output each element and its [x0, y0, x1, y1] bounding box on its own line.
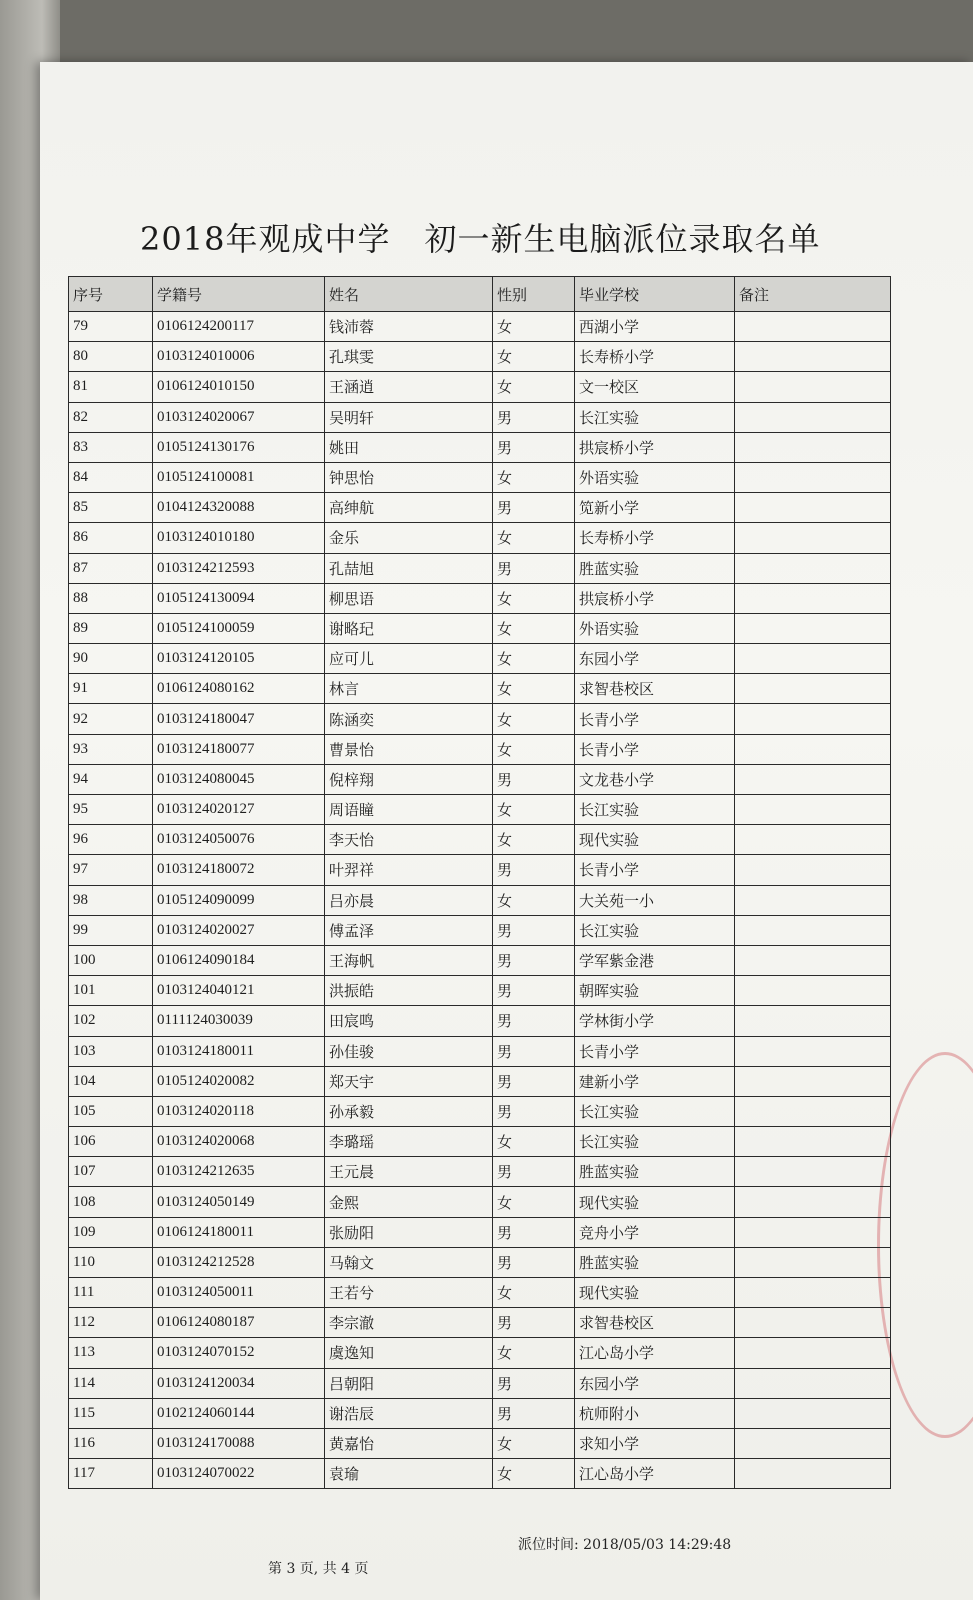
cell-gender: 女 — [493, 462, 575, 492]
cell-gender: 女 — [493, 825, 575, 855]
table-row — [69, 1308, 891, 1338]
cell-school: 竞舟小学 — [575, 1217, 735, 1247]
table-row — [69, 1217, 891, 1247]
cell-school: 求知小学 — [575, 1428, 735, 1458]
cell-gender: 女 — [493, 1278, 575, 1308]
table-body — [69, 312, 891, 1489]
cell-gender: 女 — [493, 885, 575, 915]
cell-gender: 女 — [493, 1459, 575, 1489]
cell-remarks — [735, 1157, 891, 1187]
page-number: 第 3 页, 共 4 页 — [268, 1561, 369, 1577]
table-row — [69, 1459, 891, 1489]
cell-gender: 女 — [493, 1428, 575, 1458]
table-row — [69, 644, 891, 674]
cell-index: 106 — [69, 1127, 153, 1157]
cell-school: 长青小学 — [575, 1036, 735, 1066]
cell-gender: 男 — [493, 1006, 575, 1036]
cell-name: 黄嘉怡 — [325, 1428, 493, 1458]
cell-student-id: 0103124180047 — [153, 704, 325, 734]
table-row — [69, 1368, 891, 1398]
cell-index: 110 — [69, 1247, 153, 1277]
cell-name: 谢略玘 — [325, 613, 493, 643]
header-school: 毕业学校 — [575, 277, 735, 312]
cell-name: 周语瞳 — [325, 795, 493, 825]
cell-remarks — [735, 553, 891, 583]
cell-school: 西湖小学 — [575, 312, 735, 342]
cell-index: 88 — [69, 583, 153, 613]
cell-index: 108 — [69, 1187, 153, 1217]
cell-remarks — [735, 915, 891, 945]
cell-student-id: 0103124212593 — [153, 553, 325, 583]
cell-student-id: 0103124080045 — [153, 764, 325, 794]
table-row — [69, 1187, 891, 1217]
cell-student-id: 0111124030039 — [153, 1006, 325, 1036]
cell-name: 曹景怡 — [325, 734, 493, 764]
table-row — [69, 493, 891, 523]
cell-remarks — [735, 644, 891, 674]
cell-remarks — [735, 1036, 891, 1066]
cell-name: 王海帆 — [325, 945, 493, 975]
cell-school: 长江实验 — [575, 795, 735, 825]
cell-student-id: 0102124060144 — [153, 1398, 325, 1428]
cell-student-id: 0103124020127 — [153, 795, 325, 825]
table-row — [69, 1006, 891, 1036]
cell-name: 高绅航 — [325, 493, 493, 523]
cell-gender: 男 — [493, 1217, 575, 1247]
cell-index: 101 — [69, 976, 153, 1006]
cell-student-id: 0103124010180 — [153, 523, 325, 553]
cell-school: 拱宸桥小学 — [575, 583, 735, 613]
table-row — [69, 372, 891, 402]
cell-gender: 女 — [493, 1127, 575, 1157]
table-row — [69, 312, 891, 342]
cell-name: 姚田 — [325, 432, 493, 462]
table-row — [69, 1036, 891, 1066]
cell-index: 79 — [69, 312, 153, 342]
cell-index: 114 — [69, 1368, 153, 1398]
cell-gender: 男 — [493, 945, 575, 975]
cell-student-id: 0103124070152 — [153, 1338, 325, 1368]
cell-gender: 女 — [493, 734, 575, 764]
table-header-row — [69, 277, 891, 312]
cell-student-id: 0103124020068 — [153, 1127, 325, 1157]
cell-school: 江心岛小学 — [575, 1338, 735, 1368]
cell-remarks — [735, 945, 891, 975]
cell-school: 求智巷校区 — [575, 674, 735, 704]
table-row — [69, 1157, 891, 1187]
cell-name: 陈涵奕 — [325, 704, 493, 734]
cell-index: 98 — [69, 885, 153, 915]
cell-name: 虞逸知 — [325, 1338, 493, 1368]
cell-name: 孔琪雯 — [325, 342, 493, 372]
cell-gender: 女 — [493, 1187, 575, 1217]
cell-remarks — [735, 342, 891, 372]
cell-school: 外语实验 — [575, 462, 735, 492]
cell-student-id: 0106124090184 — [153, 945, 325, 975]
cell-name: 应可儿 — [325, 644, 493, 674]
cell-index: 94 — [69, 764, 153, 794]
cell-remarks — [735, 764, 891, 794]
cell-index: 80 — [69, 342, 153, 372]
cell-school: 长寿桥小学 — [575, 342, 735, 372]
cell-gender: 男 — [493, 402, 575, 432]
cell-school: 长青小学 — [575, 704, 735, 734]
table-row — [69, 583, 891, 613]
table-row — [69, 553, 891, 583]
cell-gender: 女 — [493, 644, 575, 674]
cell-remarks — [735, 734, 891, 764]
cell-index: 103 — [69, 1036, 153, 1066]
cell-gender: 女 — [493, 704, 575, 734]
cell-school: 胜蓝实验 — [575, 1247, 735, 1277]
cell-gender: 女 — [493, 342, 575, 372]
document-title — [140, 214, 900, 260]
cell-student-id: 0103124020027 — [153, 915, 325, 945]
cell-index: 104 — [69, 1066, 153, 1096]
cell-name: 李天怡 — [325, 825, 493, 855]
cell-index: 111 — [69, 1278, 153, 1308]
cell-index: 84 — [69, 462, 153, 492]
cell-school: 文一校区 — [575, 372, 735, 402]
table-row — [69, 1398, 891, 1428]
cell-name: 孙佳骏 — [325, 1036, 493, 1066]
table-row — [69, 1066, 891, 1096]
cell-remarks — [735, 402, 891, 432]
cell-student-id: 0106124080187 — [153, 1308, 325, 1338]
cell-school: 现代实验 — [575, 1187, 735, 1217]
cell-school: 长江实验 — [575, 402, 735, 432]
cell-school: 长江实验 — [575, 915, 735, 945]
cell-student-id: 0103124040121 — [153, 976, 325, 1006]
cell-name: 孔喆旭 — [325, 553, 493, 583]
cell-remarks — [735, 1127, 891, 1157]
cell-gender: 男 — [493, 976, 575, 1006]
cell-index: 113 — [69, 1338, 153, 1368]
cell-student-id: 0103124212528 — [153, 1247, 325, 1277]
cell-index: 86 — [69, 523, 153, 553]
cell-remarks — [735, 1338, 891, 1368]
cell-index: 81 — [69, 372, 153, 402]
cell-gender: 女 — [493, 372, 575, 402]
header-student-id: 学籍号 — [153, 277, 325, 312]
title-school: 2018年观成中学 — [140, 220, 391, 258]
cell-index: 105 — [69, 1096, 153, 1126]
cell-name: 柳思语 — [325, 583, 493, 613]
table-row — [69, 764, 891, 794]
table-row — [69, 795, 891, 825]
cell-name: 李璐瑶 — [325, 1127, 493, 1157]
cell-school: 长青小学 — [575, 855, 735, 885]
cell-index: 93 — [69, 734, 153, 764]
cell-index: 96 — [69, 825, 153, 855]
table-row — [69, 674, 891, 704]
table-row — [69, 402, 891, 432]
cell-index: 99 — [69, 915, 153, 945]
cell-remarks — [735, 855, 891, 885]
cell-student-id: 0106124180011 — [153, 1217, 325, 1247]
cell-school: 学军紫金港 — [575, 945, 735, 975]
cell-name: 叶羿祥 — [325, 855, 493, 885]
header-index: 序号 — [69, 277, 153, 312]
cell-gender: 女 — [493, 613, 575, 643]
table-row — [69, 1096, 891, 1126]
cell-student-id: 0103124020118 — [153, 1096, 325, 1126]
table-row — [69, 342, 891, 372]
cell-index: 112 — [69, 1308, 153, 1338]
cell-school: 江心岛小学 — [575, 1459, 735, 1489]
cell-school: 文龙巷小学 — [575, 764, 735, 794]
cell-remarks — [735, 825, 891, 855]
cell-student-id: 0106124080162 — [153, 674, 325, 704]
table-row — [69, 945, 891, 975]
cell-remarks — [735, 372, 891, 402]
cell-remarks — [735, 1398, 891, 1428]
cell-name: 倪梓翔 — [325, 764, 493, 794]
table-row — [69, 523, 891, 553]
cell-name: 吕朝阳 — [325, 1368, 493, 1398]
assignment-time: 派位时间: 2018/05/03 14:29:48 — [518, 1537, 732, 1553]
cell-student-id: 0103124010006 — [153, 342, 325, 372]
cell-remarks — [735, 885, 891, 915]
cell-school: 长江实验 — [575, 1127, 735, 1157]
cell-school: 胜蓝实验 — [575, 1157, 735, 1187]
cell-remarks — [735, 1006, 891, 1036]
cell-student-id: 0103124180077 — [153, 734, 325, 764]
cell-remarks — [735, 704, 891, 734]
cell-index: 97 — [69, 855, 153, 885]
cell-index: 83 — [69, 432, 153, 462]
table-row — [69, 825, 891, 855]
cell-name: 吕亦晨 — [325, 885, 493, 915]
table-row — [69, 915, 891, 945]
table-row — [69, 855, 891, 885]
cell-gender: 男 — [493, 1368, 575, 1398]
cell-name: 袁瑜 — [325, 1459, 493, 1489]
cell-school: 外语实验 — [575, 613, 735, 643]
cell-name: 马翰文 — [325, 1247, 493, 1277]
table-row — [69, 432, 891, 462]
cell-gender: 男 — [493, 1066, 575, 1096]
cell-remarks — [735, 1278, 891, 1308]
cell-name: 郑天宇 — [325, 1066, 493, 1096]
cell-gender: 男 — [493, 553, 575, 583]
table-row — [69, 1127, 891, 1157]
cell-school: 朝晖实验 — [575, 976, 735, 1006]
cell-student-id: 0103124180072 — [153, 855, 325, 885]
cell-school: 笕新小学 — [575, 493, 735, 523]
cell-school: 现代实验 — [575, 1278, 735, 1308]
cell-school: 杭师附小 — [575, 1398, 735, 1428]
document-page — [40, 62, 973, 1600]
cell-student-id: 0104124320088 — [153, 493, 325, 523]
admission-table — [68, 276, 891, 1489]
cell-index: 82 — [69, 402, 153, 432]
cell-remarks — [735, 795, 891, 825]
cell-gender: 女 — [493, 312, 575, 342]
cell-index: 87 — [69, 553, 153, 583]
cell-name: 张励阳 — [325, 1217, 493, 1247]
cell-remarks — [735, 976, 891, 1006]
cell-school: 长江实验 — [575, 1096, 735, 1126]
cell-student-id: 0103124050076 — [153, 825, 325, 855]
cell-name: 金乐 — [325, 523, 493, 553]
cell-gender: 男 — [493, 432, 575, 462]
cell-gender: 男 — [493, 1036, 575, 1066]
cell-gender: 男 — [493, 1096, 575, 1126]
cell-name: 王元晨 — [325, 1157, 493, 1187]
table-row — [69, 462, 891, 492]
cell-school: 长青小学 — [575, 734, 735, 764]
cell-student-id: 0103124020067 — [153, 402, 325, 432]
table-row — [69, 976, 891, 1006]
cell-student-id: 0103124120034 — [153, 1368, 325, 1398]
cell-index: 102 — [69, 1006, 153, 1036]
cell-gender: 男 — [493, 764, 575, 794]
cell-school: 东园小学 — [575, 644, 735, 674]
cell-school: 建新小学 — [575, 1066, 735, 1096]
title-list-name: 初一新生电脑派位录取名单 — [424, 220, 821, 258]
cell-name: 钟思怡 — [325, 462, 493, 492]
cell-gender: 女 — [493, 583, 575, 613]
cell-name: 钱沛蓉 — [325, 312, 493, 342]
cell-gender: 男 — [493, 493, 575, 523]
cell-remarks — [735, 1368, 891, 1398]
cell-student-id: 0105124090099 — [153, 885, 325, 915]
cell-name: 孙承毅 — [325, 1096, 493, 1126]
table-row — [69, 1278, 891, 1308]
cell-student-id: 0103124120105 — [153, 644, 325, 674]
cell-index: 109 — [69, 1217, 153, 1247]
cell-school: 大关苑一小 — [575, 885, 735, 915]
cell-gender: 女 — [493, 1338, 575, 1368]
cell-student-id: 0105124020082 — [153, 1066, 325, 1096]
table-row — [69, 1428, 891, 1458]
cell-remarks — [735, 1308, 891, 1338]
cell-gender: 女 — [493, 795, 575, 825]
cell-student-id: 0105124130094 — [153, 583, 325, 613]
cell-name: 谢浩辰 — [325, 1398, 493, 1428]
cell-index: 100 — [69, 945, 153, 975]
table-row — [69, 1338, 891, 1368]
cell-gender: 男 — [493, 1398, 575, 1428]
header-remarks: 备注 — [735, 277, 891, 312]
cell-gender: 男 — [493, 915, 575, 945]
cell-student-id: 0103124170088 — [153, 1428, 325, 1458]
cell-school: 现代实验 — [575, 825, 735, 855]
cell-school: 长寿桥小学 — [575, 523, 735, 553]
cell-gender: 男 — [493, 1157, 575, 1187]
cell-school: 求智巷校区 — [575, 1308, 735, 1338]
cell-name: 洪振皓 — [325, 976, 493, 1006]
cell-index: 85 — [69, 493, 153, 523]
cell-student-id: 0105124100059 — [153, 613, 325, 643]
cell-name: 吴明轩 — [325, 402, 493, 432]
cell-index: 91 — [69, 674, 153, 704]
cell-remarks — [735, 523, 891, 553]
cell-school: 胜蓝实验 — [575, 553, 735, 583]
cell-school: 学林街小学 — [575, 1006, 735, 1036]
cell-index: 107 — [69, 1157, 153, 1187]
cell-index: 95 — [69, 795, 153, 825]
cell-name: 王若兮 — [325, 1278, 493, 1308]
cell-remarks — [735, 583, 891, 613]
cell-gender: 男 — [493, 855, 575, 885]
cell-name: 傅孟泽 — [325, 915, 493, 945]
cell-remarks — [735, 613, 891, 643]
red-seal-stamp — [877, 1052, 973, 1438]
cell-remarks — [735, 432, 891, 462]
cell-gender: 男 — [493, 1247, 575, 1277]
table-row — [69, 1247, 891, 1277]
table-row — [69, 613, 891, 643]
cell-name: 金熙 — [325, 1187, 493, 1217]
cell-student-id: 0103124070022 — [153, 1459, 325, 1489]
cell-remarks — [735, 312, 891, 342]
cell-index: 115 — [69, 1398, 153, 1428]
cell-gender: 男 — [493, 1308, 575, 1338]
cell-student-id: 0105124100081 — [153, 462, 325, 492]
cell-remarks — [735, 1428, 891, 1458]
cell-student-id: 0103124050011 — [153, 1278, 325, 1308]
cell-remarks — [735, 1247, 891, 1277]
cell-index: 90 — [69, 644, 153, 674]
cell-remarks — [735, 1217, 891, 1247]
table-row — [69, 704, 891, 734]
cell-remarks — [735, 493, 891, 523]
cell-student-id: 0106124200117 — [153, 312, 325, 342]
cell-remarks — [735, 1459, 891, 1489]
cell-name: 王涵逍 — [325, 372, 493, 402]
cell-school: 拱宸桥小学 — [575, 432, 735, 462]
cell-school: 东园小学 — [575, 1368, 735, 1398]
cell-remarks — [735, 1096, 891, 1126]
header-name: 姓名 — [325, 277, 493, 312]
cell-student-id: 0105124130176 — [153, 432, 325, 462]
cell-student-id: 0106124010150 — [153, 372, 325, 402]
cell-index: 89 — [69, 613, 153, 643]
cell-remarks — [735, 1187, 891, 1217]
cell-student-id: 0103124180011 — [153, 1036, 325, 1066]
cell-student-id: 0103124050149 — [153, 1187, 325, 1217]
cell-remarks — [735, 462, 891, 492]
table-row — [69, 734, 891, 764]
cell-index: 117 — [69, 1459, 153, 1489]
header-gender: 性别 — [493, 277, 575, 312]
cell-name: 林言 — [325, 674, 493, 704]
cell-remarks — [735, 674, 891, 704]
cell-index: 116 — [69, 1428, 153, 1458]
cell-name: 李宗澈 — [325, 1308, 493, 1338]
cell-student-id: 0103124212635 — [153, 1157, 325, 1187]
cell-gender: 女 — [493, 674, 575, 704]
cell-remarks — [735, 1066, 891, 1096]
cell-gender: 女 — [493, 523, 575, 553]
cell-name: 田宸鸣 — [325, 1006, 493, 1036]
cell-index: 92 — [69, 704, 153, 734]
table-row — [69, 885, 891, 915]
